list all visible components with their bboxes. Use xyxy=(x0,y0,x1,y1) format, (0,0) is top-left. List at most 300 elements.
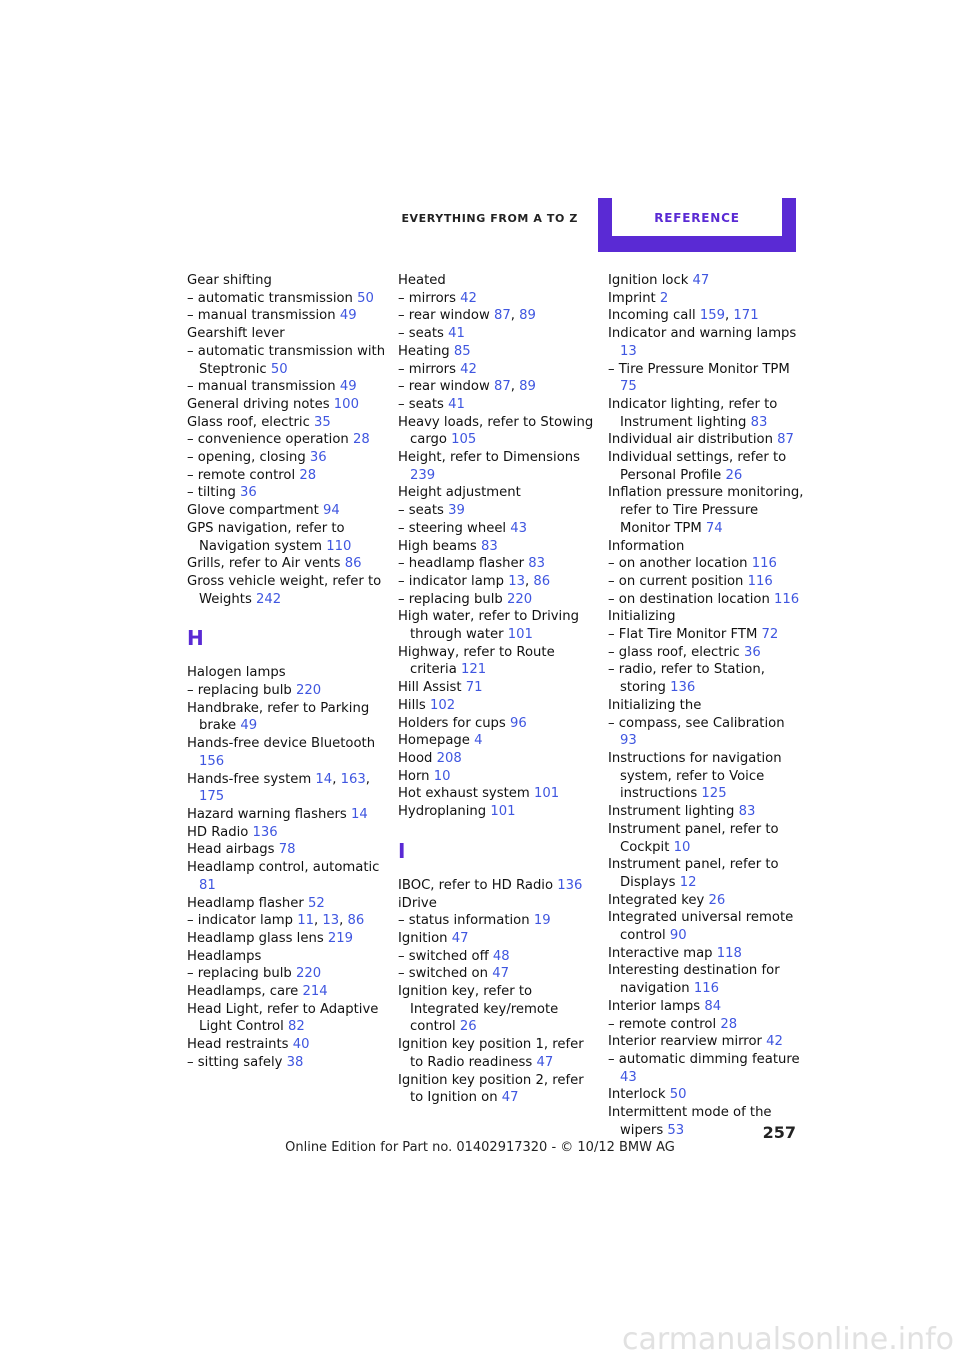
page-reference-link[interactable]: 89 xyxy=(519,308,536,324)
index-entry: – indicator lamp 11, 13, 86 xyxy=(187,913,365,929)
index-entry-text: HD Radio xyxy=(187,824,253,840)
index-entry-text: Homepage xyxy=(398,733,475,749)
index-entry-text: – on current position xyxy=(608,573,748,589)
index-entry-text: Heating xyxy=(398,343,454,359)
index-entry xyxy=(398,803,598,821)
index-entry xyxy=(187,895,387,913)
index-entry-text: Instrument panel, refer to Cockpit xyxy=(608,821,779,855)
page-reference-link[interactable]: 28 xyxy=(720,1016,738,1032)
page-reference-link[interactable]: 10 xyxy=(673,839,691,855)
page-reference-link[interactable]: 87 xyxy=(493,308,511,324)
index-entry xyxy=(398,272,598,290)
page-reference-link[interactable]: 26 xyxy=(708,892,726,908)
page-reference-link[interactable]: 47 xyxy=(536,1054,554,1070)
index-entry xyxy=(398,520,598,538)
index-entry-text: IBOC, refer to HD Radio xyxy=(398,877,558,893)
index-entry-text: Integrated universal remote control xyxy=(608,910,794,944)
page-reference-link[interactable]: 13 xyxy=(508,573,525,589)
index-entry-text: – convenience operation xyxy=(187,432,353,448)
page-reference-link[interactable]: 136 xyxy=(557,877,583,893)
index-entry xyxy=(608,431,804,449)
index-entry xyxy=(398,555,598,573)
page-reference-link[interactable]: 86 xyxy=(347,913,365,929)
index-entry xyxy=(187,555,387,573)
page-reference-link[interactable]: 83 xyxy=(738,804,756,820)
page-reference-link[interactable]: 41 xyxy=(448,326,465,342)
index-entry xyxy=(608,573,804,591)
page-reference-link[interactable]: 14 xyxy=(350,806,368,822)
index-entry xyxy=(398,983,598,1036)
page-reference-link[interactable]: 47 xyxy=(501,1090,519,1106)
index-entry xyxy=(187,573,387,608)
page-reference-link[interactable]: 85 xyxy=(453,343,471,359)
index-entry xyxy=(608,272,804,290)
index-entry xyxy=(398,484,598,502)
index-entry-text: – Flat Tire Monitor FTM xyxy=(608,627,762,643)
page-reference-link[interactable]: 10 xyxy=(433,768,451,784)
page-reference-link[interactable]: 110 xyxy=(326,538,352,554)
index-entry-text: Headlamp control, automatic xyxy=(187,860,380,876)
index-entry-text: – mirrors xyxy=(398,361,461,377)
index-entry xyxy=(608,945,804,963)
index-entry-text: Interlock xyxy=(608,1087,670,1103)
index-entry xyxy=(398,768,598,786)
index-entry-text: Inflation pressure monitoring, refer to Tire Pressure Monitor TPM xyxy=(608,485,804,536)
index-column-1 xyxy=(187,272,387,1072)
page-reference-link[interactable]: 19 xyxy=(533,913,551,929)
index-entry-text: – steering wheel xyxy=(398,520,511,536)
index-column-2 xyxy=(398,272,598,1107)
index-entry xyxy=(608,591,804,609)
page-reference-link[interactable]: 50 xyxy=(270,361,288,377)
index-entry-text: Ignition lock xyxy=(608,273,693,288)
index-entry xyxy=(608,661,804,696)
index-entry xyxy=(187,520,387,555)
index-entry xyxy=(187,806,387,824)
index-entry xyxy=(187,1054,387,1072)
page-reference-link[interactable]: 219 xyxy=(327,930,354,946)
page-reference-link[interactable]: 47 xyxy=(692,273,710,288)
page-reference-link[interactable]: 36 xyxy=(240,485,257,501)
page-reference-link[interactable]: 47 xyxy=(492,966,509,982)
index-entry-text: – automatic transmission with Steptronic xyxy=(187,343,386,377)
index-entry xyxy=(398,697,598,715)
index-entry xyxy=(608,909,804,944)
index-entry xyxy=(398,895,598,913)
index-entry xyxy=(187,1001,387,1036)
page-reference-link[interactable]: 105 xyxy=(451,432,477,448)
index-entry xyxy=(187,735,387,770)
index-entry-text: – replacing bulb xyxy=(187,966,296,982)
page-reference-link[interactable]: 100 xyxy=(333,396,359,412)
index-entry-text: – opening, closing xyxy=(187,450,310,466)
index-entry-text: – indicator lamp xyxy=(398,573,509,589)
index-entry-text: Head Light, refer to Adaptive Light Control xyxy=(187,1001,379,1035)
index-entry xyxy=(608,538,804,556)
index-entry xyxy=(187,343,387,378)
index-entry-text: – glass roof, electric xyxy=(608,644,744,660)
section-title: EVERYTHING FROM A TO Z xyxy=(401,212,578,225)
index-entry-text: Instrument lighting xyxy=(608,804,739,820)
page-reference-link[interactable]: 116 xyxy=(693,981,719,997)
page-reference-link[interactable]: 84 xyxy=(704,998,722,1014)
index-entry xyxy=(187,700,387,735)
index-entry xyxy=(398,785,598,803)
index-entry xyxy=(608,449,804,484)
index-entry xyxy=(398,290,598,308)
page-reference-link[interactable]: 36 xyxy=(309,450,327,466)
index-entry-text: Heavy loads, refer to Stowing cargo xyxy=(398,414,594,448)
index-entry-text: Individual air distribution xyxy=(608,432,778,448)
index-entry-text: Head restraints xyxy=(187,1037,293,1053)
page-reference-link[interactable]: 156 xyxy=(199,753,225,769)
index-entry xyxy=(187,484,387,502)
index-entry xyxy=(398,361,598,379)
page-reference-link[interactable]: 86 xyxy=(344,556,362,572)
index-entry-text: – remote control xyxy=(608,1016,721,1032)
index-entry-text: – headlamp flasher xyxy=(398,556,529,572)
index-entry-text: – compass, see Calibration xyxy=(608,715,785,731)
index-entry-text: Height, refer to Dimensions xyxy=(398,450,580,466)
index-entry-text: GPS navigation, refer to Navigation system xyxy=(187,520,345,554)
page-reference-link[interactable]: 83 xyxy=(528,556,545,572)
page-reference-link[interactable]: 171 xyxy=(733,308,759,324)
page-reference-link[interactable]: 220 xyxy=(295,683,322,699)
index-entry-text: Interior rearview mirror xyxy=(608,1034,767,1050)
page-reference-link[interactable]: 14 xyxy=(315,771,333,787)
page-reference-link[interactable]: 93 xyxy=(620,733,637,749)
index-entry-text: High water, refer to Driving through water xyxy=(398,609,579,643)
page-reference-link[interactable]: 52 xyxy=(307,895,325,911)
page-reference-link[interactable]: 43 xyxy=(510,520,528,536)
page-reference-link[interactable]: 48 xyxy=(492,948,510,964)
page-reference-link[interactable]: 35 xyxy=(314,414,331,430)
page-reference-link[interactable]: 220 xyxy=(295,966,322,982)
index-entry xyxy=(608,325,804,360)
reference-tab-label: REFERENCE xyxy=(612,198,782,236)
page-reference-link[interactable]: 242 xyxy=(256,591,282,607)
page-reference-link[interactable]: 43 xyxy=(620,1069,637,1085)
index-letter-heading: I xyxy=(398,838,406,863)
index-entry-text: Glove compartment xyxy=(187,503,323,519)
index-entry-text: – manual transmission xyxy=(187,379,340,395)
index-entry xyxy=(608,750,804,803)
index-entry xyxy=(187,1036,387,1054)
index-entry xyxy=(398,912,598,930)
index-entry xyxy=(187,930,387,948)
index-entry-text: – seats xyxy=(398,503,449,519)
index-entry-text: – mirrors xyxy=(398,290,461,306)
page-reference-link[interactable]: 71 xyxy=(465,680,483,696)
page-reference-link[interactable]: 13 xyxy=(322,913,340,929)
index-entry-text: – Tire Pressure Monitor TPM xyxy=(608,361,790,377)
page-number: 257 xyxy=(762,1123,796,1142)
index-entry xyxy=(187,983,387,1001)
index-entry-text: Ignition key, refer to Integrated key/remote control xyxy=(398,984,559,1035)
index-entry xyxy=(608,715,804,750)
index-entry xyxy=(187,272,387,290)
index-entry: Incoming call 159, 171 xyxy=(608,308,759,324)
page-reference-link[interactable]: 38 xyxy=(286,1054,304,1070)
page-reference-link[interactable]: 96 xyxy=(509,715,527,731)
index-entry-text: Horn xyxy=(398,768,434,784)
index-entry-text: Gear shifting xyxy=(187,273,272,288)
index-entry-text: Hands-free device Bluetooth xyxy=(187,736,376,752)
watermark: carmanualsonline.info xyxy=(622,1322,954,1357)
index-entry-text: – radio, refer to Station, storing xyxy=(608,662,765,696)
index-entry-text: Information xyxy=(608,538,685,554)
index-entry xyxy=(187,859,387,894)
index-entry xyxy=(187,841,387,859)
index-entry xyxy=(398,732,598,750)
index-entry-text: Ignition key position 2, refer to Ignition on xyxy=(398,1072,584,1106)
index-entry-text: Interior lamps xyxy=(608,998,705,1014)
index-entry-text: – replacing bulb xyxy=(398,591,507,607)
index-entry xyxy=(398,538,598,556)
index-entry xyxy=(187,824,387,842)
page-reference-link[interactable]: 36 xyxy=(743,644,761,660)
index-entry-text: – automatic dimming feature xyxy=(608,1051,800,1067)
index-entry xyxy=(398,965,598,983)
page-reference-link[interactable]: 116 xyxy=(774,591,800,607)
page-reference-link[interactable]: 101 xyxy=(507,627,533,643)
index-entry xyxy=(398,502,598,520)
page-reference-link[interactable]: 11 xyxy=(297,913,314,929)
index-entry xyxy=(398,1036,598,1071)
index-entry-text: – indicator lamp xyxy=(187,913,298,929)
page-reference-link[interactable]: 83 xyxy=(480,538,498,554)
index-entry xyxy=(187,965,387,983)
index-entry-text: Hills xyxy=(398,697,430,713)
index-entry-text: Ignition xyxy=(398,930,452,946)
page-reference-link[interactable]: 53 xyxy=(667,1122,685,1138)
index-entry xyxy=(398,715,598,733)
page-reference-link[interactable]: 49 xyxy=(339,308,357,324)
page-reference-link[interactable]: 50 xyxy=(669,1087,687,1103)
page-reference-link[interactable]: 136 xyxy=(670,680,696,696)
index-entry-text: Imprint xyxy=(608,290,660,306)
index-entry xyxy=(187,307,387,325)
index-entry-text: Headlamp flasher xyxy=(187,895,308,911)
page-reference-link[interactable]: 26 xyxy=(459,1019,477,1035)
index-entry: – rear window 87, 89 xyxy=(398,308,536,324)
index-entry-text: Hazard warning flashers xyxy=(187,806,351,822)
index-entry-text: – seats xyxy=(398,326,449,342)
page-reference-link[interactable]: 239 xyxy=(410,467,436,483)
page-reference-link[interactable]: 40 xyxy=(292,1037,310,1053)
index-entry xyxy=(608,644,804,662)
page-reference-link[interactable]: 101 xyxy=(490,804,516,820)
index-entry-text: – automatic transmission xyxy=(187,290,358,306)
page-reference-link[interactable]: 72 xyxy=(761,627,779,643)
page-reference-link[interactable]: 208 xyxy=(436,750,462,766)
page-reference-link[interactable]: 75 xyxy=(620,379,637,395)
index-entry-text: – rear window xyxy=(398,308,494,324)
index-entry-text: – switched on xyxy=(398,966,493,982)
page-reference-link[interactable]: 87 xyxy=(777,432,794,448)
index-entry-text: – manual transmission xyxy=(187,308,340,324)
page-reference-link[interactable]: 2 xyxy=(659,290,669,306)
page-reference-link[interactable]: 94 xyxy=(322,503,340,519)
index-entry xyxy=(608,821,804,856)
index-entry xyxy=(398,608,598,643)
page-reference-link[interactable]: 121 xyxy=(460,662,487,678)
index-entry-text: Indicator lighting, refer to Instrument lighting xyxy=(608,396,778,430)
index-entry xyxy=(398,414,598,449)
page-reference-link[interactable]: 78 xyxy=(278,842,296,858)
index-entry xyxy=(187,467,387,485)
index-entry xyxy=(608,1086,804,1104)
index-entry: – indicator lamp 13, 86 xyxy=(398,573,551,589)
index-entry xyxy=(187,449,387,467)
index-entry xyxy=(398,1072,598,1107)
index-entry xyxy=(187,664,387,682)
index-entry xyxy=(608,396,804,431)
page-reference-link[interactable]: 42 xyxy=(460,290,477,306)
index-entry xyxy=(398,644,598,679)
page-reference-link[interactable]: 175 xyxy=(199,789,225,805)
footer-edition: Online Edition for Part no. 01402917320 - © 10/12 BMW AG xyxy=(285,1140,675,1155)
page-reference-link[interactable]: 116 xyxy=(751,556,777,572)
page-reference-link[interactable]: 90 xyxy=(669,928,687,944)
index-entry xyxy=(398,948,598,966)
index-entry xyxy=(608,998,804,1016)
reference-tab[interactable] xyxy=(598,198,796,252)
index-entry-text: Indicator and warning lamps xyxy=(608,326,797,342)
index-entry: Hands-free system 14, 163, 175 xyxy=(187,771,370,805)
index-entry-text: General driving notes xyxy=(187,396,334,412)
page-reference-link[interactable]: 47 xyxy=(451,930,469,946)
page-reference-link[interactable]: 74 xyxy=(705,520,723,536)
index-entry-text: – switched off xyxy=(398,948,493,964)
page-reference-link[interactable]: 39 xyxy=(448,503,465,519)
page-reference-link[interactable]: 28 xyxy=(299,467,317,483)
index-entry-text: Gearshift lever xyxy=(187,326,285,342)
index-entry-text: Hot exhaust system xyxy=(398,786,534,802)
index-entry xyxy=(398,679,598,697)
page-reference-link[interactable]: 163 xyxy=(340,771,366,787)
index-entry xyxy=(608,1051,804,1086)
index-entry xyxy=(187,414,387,432)
index-entry xyxy=(608,626,804,644)
index-entry-text: Instructions for navigation system, refer to Voice instructions xyxy=(608,750,782,802)
index-entry xyxy=(608,608,804,626)
index-entry-text: Headlamps xyxy=(187,948,262,964)
index-letter-heading: H xyxy=(187,626,204,651)
page-reference-link[interactable]: 49 xyxy=(339,379,357,395)
index-entry-text: Hood xyxy=(398,750,437,766)
index-entry-text: – replacing bulb xyxy=(187,683,296,699)
index-entry-text: iDrive xyxy=(398,895,437,911)
index-entry xyxy=(608,1033,804,1051)
index-entry xyxy=(398,877,598,895)
index-entry xyxy=(608,856,804,891)
index-entry-text: Ignition key position 1, refer to Radio readiness xyxy=(398,1037,584,1070)
index-entry xyxy=(187,431,387,449)
page-reference-link[interactable]: 42 xyxy=(460,361,477,377)
index-entry xyxy=(187,502,387,520)
page-reference-link[interactable]: 101 xyxy=(533,786,560,802)
page-reference-link[interactable]: 41 xyxy=(448,396,465,412)
index-entry-text: Interactive map xyxy=(608,945,717,961)
index-entry-text: Halogen lamps xyxy=(187,665,286,681)
index-entry xyxy=(398,750,598,768)
index-entry xyxy=(608,361,804,396)
index-entry xyxy=(608,484,804,537)
index-entry-text: Head airbags xyxy=(187,842,279,858)
index-entry-text: – on another location xyxy=(608,556,752,572)
index-entry xyxy=(187,396,387,414)
index-entry-text: Headlamp glass lens xyxy=(187,930,328,946)
index-entry-text: Heated xyxy=(398,273,446,288)
page-reference-link[interactable]: 136 xyxy=(252,824,278,840)
page-reference-link[interactable]: 42 xyxy=(766,1034,783,1050)
index-entry-text: – on destination location xyxy=(608,591,775,607)
index-entry-text: Integrated key xyxy=(608,892,709,908)
index-entry-text: Hydroplaning xyxy=(398,804,491,820)
page-reference-link[interactable]: 50 xyxy=(357,290,374,306)
page-reference-link[interactable]: 87 xyxy=(493,379,511,395)
index-entry-text: Individual settings, refer to Personal Profile xyxy=(608,450,787,483)
page-reference-link[interactable]: 13 xyxy=(620,343,637,359)
page-reference-link[interactable]: 4 xyxy=(474,733,483,749)
page-reference-link[interactable]: 26 xyxy=(725,467,743,483)
index-entry-text: – rear window xyxy=(398,379,494,395)
index-entry-text: Incoming call xyxy=(608,308,700,324)
page-reference-link[interactable]: 102 xyxy=(429,697,456,713)
index-entry xyxy=(187,682,387,700)
index-entry xyxy=(398,449,598,484)
page-reference-link[interactable]: 81 xyxy=(199,877,216,893)
index-entry-text: Hill Assist xyxy=(398,680,466,696)
index-entry-text: Initializing xyxy=(608,609,676,625)
index-column-3 xyxy=(608,272,804,1139)
index-entry-text: Gross vehicle weight, refer to Weights xyxy=(187,573,382,607)
page-reference-link[interactable]: 159 xyxy=(699,308,726,324)
page-reference-link[interactable]: 28 xyxy=(352,432,370,448)
index-entry-text: Interesting destination for navigation xyxy=(608,963,780,997)
index-entry xyxy=(187,325,387,343)
page-reference-link[interactable]: 12 xyxy=(679,874,697,890)
index-entry-text: Headlamps, care xyxy=(187,984,303,1000)
index-entry xyxy=(398,325,598,343)
page-reference-link[interactable]: 86 xyxy=(533,573,551,589)
page-reference-link[interactable]: 49 xyxy=(240,718,258,734)
index-entry-text: Glass roof, electric xyxy=(187,414,315,430)
page-reference-link[interactable]: 220 xyxy=(506,591,533,607)
index-entry-text: Height adjustment xyxy=(398,485,521,501)
index-entry xyxy=(398,930,598,948)
index-entry xyxy=(608,892,804,910)
page-reference-link[interactable]: 82 xyxy=(287,1019,305,1035)
index-entry xyxy=(398,343,598,361)
index-entry-text: Initializing the xyxy=(608,697,702,713)
index-entry-text: Intermittent mode of the wipers xyxy=(608,1105,772,1138)
page-reference-link[interactable]: 83 xyxy=(750,414,768,430)
index-entry-text: Handbrake, refer to Parking brake xyxy=(187,700,370,734)
index-entry-text: Instrument panel, refer to Displays xyxy=(608,857,779,890)
index-entry-text: Grills, refer to Air vents xyxy=(187,556,345,572)
index-entry-text: Holders for cups xyxy=(398,715,510,731)
page-reference-link[interactable]: 89 xyxy=(519,379,536,395)
page-reference-link[interactable]: 214 xyxy=(302,984,328,1000)
index-entry xyxy=(608,697,804,715)
page-reference-link[interactable]: 125 xyxy=(701,786,727,802)
page-reference-link[interactable]: 116 xyxy=(747,573,773,589)
index-entry-text: – seats xyxy=(398,396,449,412)
page-reference-link[interactable]: 118 xyxy=(716,945,742,961)
index-entry xyxy=(608,962,804,997)
